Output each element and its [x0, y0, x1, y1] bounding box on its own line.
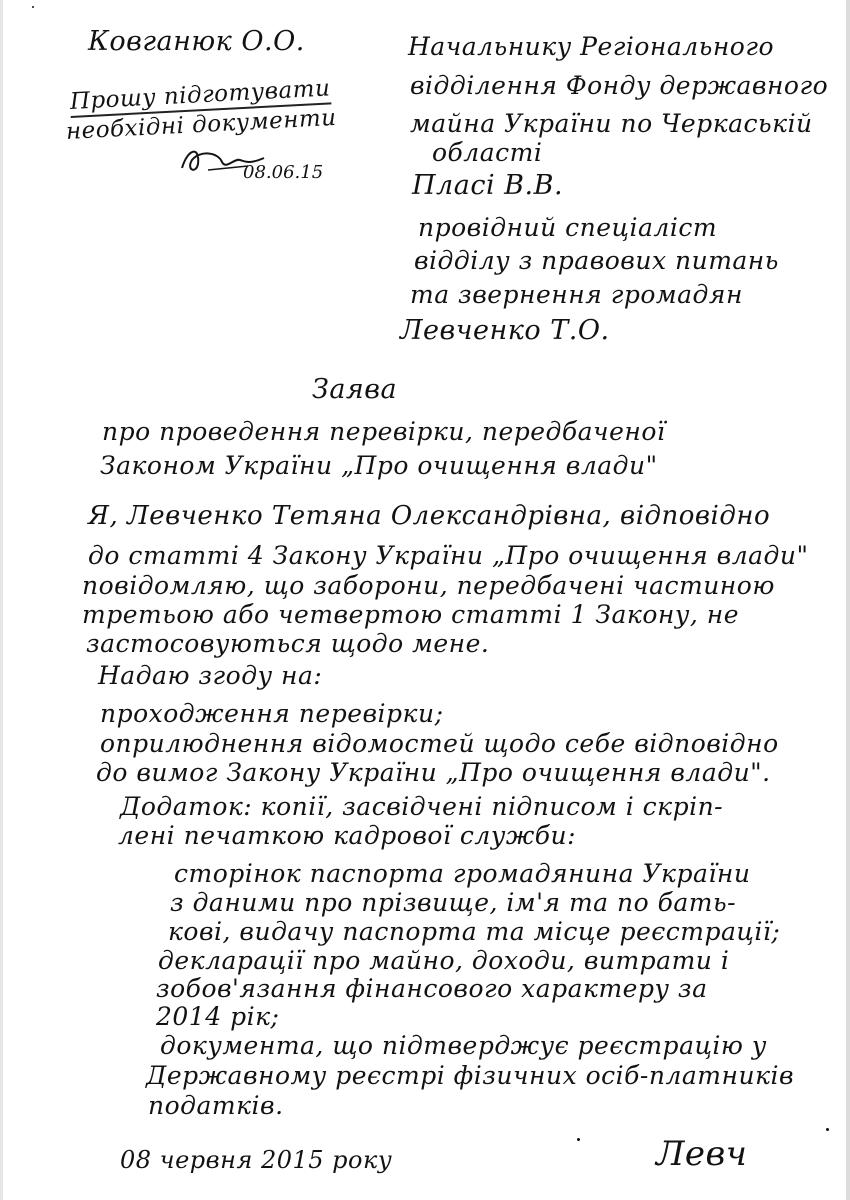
sender-line-3: та звернення громадян — [410, 280, 743, 309]
recipient-line-4: області — [432, 138, 543, 167]
body-line: проходження перевірки; — [100, 699, 444, 728]
body-line: 2014 рік; — [156, 1002, 280, 1031]
body-line: сторінок паспорта громадянина України — [174, 859, 751, 888]
recipient-line-2: відділення Фонду державного — [410, 71, 829, 100]
body-line: третьою або четвертою статті 1 Закону, не — [82, 600, 740, 629]
body-line: до статті 4 Закону України „Про очищення влади" — [88, 541, 809, 570]
document-subtitle-1: про проведення перевірки, передбаченої — [102, 417, 666, 446]
footer-date: 08 червня 2015 року — [120, 1146, 393, 1174]
body-line: документа, що підтверджує реєстрацію у — [160, 1031, 767, 1060]
sender-name: Левченко Т.О. — [400, 315, 610, 346]
document-title: Заява — [312, 374, 398, 405]
recipient-line-3: майна України по Черкаській — [410, 109, 813, 138]
body-line: Державному реєстрі фізичних осіб-платників — [146, 1061, 795, 1090]
resolution-addressee: Ковганюк О.О. — [88, 26, 305, 57]
sender-line-2: відділу з правових питань — [414, 246, 779, 275]
body-line: Надаю згоду на: — [98, 661, 323, 690]
document-subtitle-2: Законом України „Про очищення влади" — [100, 451, 658, 480]
body-line: до вимог Закону України „Про очищення влади". — [96, 758, 771, 787]
body-line: Я, Левченко Тетяна Олександрівна, відповідно — [88, 501, 771, 531]
recipient-line-1: Начальнику Регіонального — [408, 32, 775, 61]
body-line: зобов'язання фінансового характеру за — [156, 974, 708, 1003]
body-line: кові, видачу паспорта та місце реєстрації; — [168, 917, 781, 946]
resolution-date: 08.06.15 — [243, 162, 324, 183]
resolution-line-2: необхідні документи — [65, 104, 338, 145]
body-line: податків. — [148, 1091, 284, 1120]
body-line: декларації про майно, доходи, витрати і — [158, 946, 730, 975]
body-line: повідомляю, що заборони, передбачені частиною — [82, 571, 775, 600]
resolution-line-1: Прошу підготувати — [69, 74, 331, 118]
scan-edge-mark — [846, 0, 850, 1200]
scan-dot — [826, 1128, 829, 1131]
body-line: лені печаткою кадрової служби: — [118, 821, 577, 850]
body-line: Додаток: копії, засвідчені підписом і скріп- — [120, 792, 724, 821]
body-line: оприлюднення відомостей щодо себе відповідно — [100, 729, 779, 758]
recipient-name: Пласі В.В. — [412, 170, 564, 201]
body-line: застосовуються щодо мене. — [86, 629, 490, 658]
scan-dot — [577, 1138, 580, 1141]
body-line: з даними про прізвище, ім'я та по бать- — [170, 888, 737, 917]
scan-dot — [32, 6, 34, 8]
sender-line-1: провідний спеціаліст — [418, 213, 718, 242]
footer-signature: Левч — [656, 1134, 748, 1174]
scan-edge-mark — [0, 0, 3, 1200]
